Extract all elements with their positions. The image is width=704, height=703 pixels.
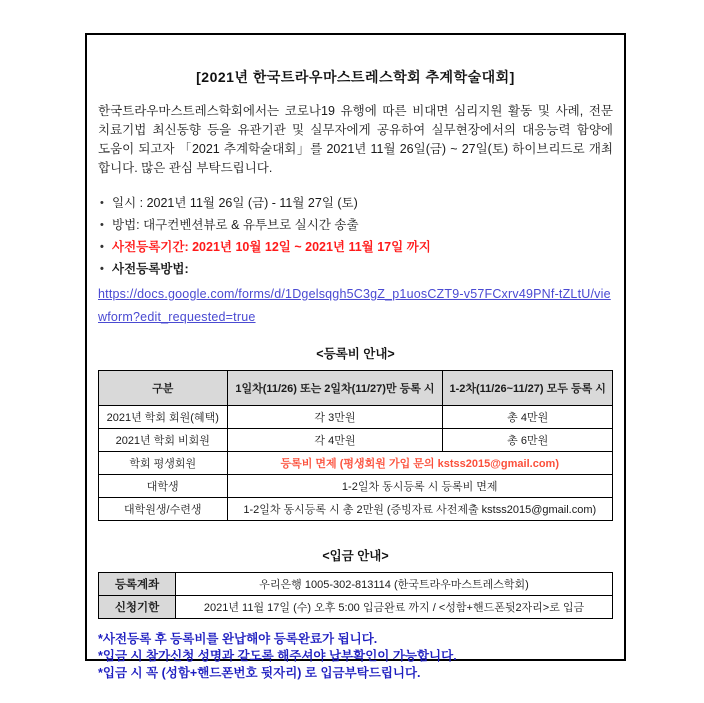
info-bullet-list (98, 192, 613, 280)
fee-row-nonmember-single: 각 4만원 (227, 429, 443, 452)
table-row (99, 498, 613, 521)
payment-table (98, 572, 613, 619)
bullet-item-registration-method: • 사전등록방법: (98, 258, 613, 280)
payment-table-heading: <입금 안내> (322, 549, 389, 563)
fee-header-category: 구분 (99, 371, 228, 406)
bullet-item-date: • 일시 : 2021년 11월 26일 (금) - 11월 27일 (토) (98, 192, 613, 214)
fee-row-member-type: 2021년 학회 회원(혜택) (99, 406, 228, 429)
fee-header-both-days: 1-2차(11/26~11/27) 모두 등록 시 (443, 371, 613, 406)
payment-deadline-label: 신청기한 (99, 596, 176, 619)
note-matching-name: *입금 시 참가신청 성명과 같도록 해주셔야 납부확인이 가능합니다. (98, 649, 457, 663)
payment-account-label: 등록계좌 (99, 573, 176, 596)
fee-row-nonmember-type: 2021년 학회 비회원 (99, 429, 228, 452)
footer-notes (98, 631, 613, 682)
table-row (99, 573, 613, 596)
intro-paragraph: 한국트라우마스트레스학회에서는 코로나19 유행에 따른 비대면 심리지원 활동 및 사례, 전문 치료기법 최신동향 등을 유관기관 및 실무자에게 공유하여 실무현장에서의 대응능력 함양에 도움이 되고자 「2021 추계학술대회」를 2021년 11월 26일(금) ~ 27일(토) 하이브리드로 개최 합니다. 많은 관심 부탁드립니다. (98, 104, 613, 175)
note-deposit-format: *입금 시 꼭 (성함+핸드폰번호 뒷자리) 로 입금부탁드립니다. (98, 666, 421, 680)
payment-deadline-value: 2021년 11월 17일 (수) 오후 5:00 입금완료 까지 / <성함+핸드폰뒷2자리>로 입금 (176, 596, 613, 619)
table-row (99, 452, 613, 475)
fee-row-undergrad-detail: 1-2일차 동시등록 시 등록비 면제 (227, 475, 613, 498)
table-row (99, 596, 613, 619)
fee-table-heading: <등록비 안내> (316, 347, 395, 361)
table-row (99, 475, 613, 498)
payment-account-value: 우리은행 1005-302-813114 (한국트라우마스트레스학회) (176, 573, 613, 596)
page-title: [2021년 한국트라우마스트레스학회 추계학술대회] (196, 69, 515, 85)
fee-row-grad-type: 대학원생/수련생 (99, 498, 228, 521)
fee-table (98, 370, 613, 521)
fee-header-single-day: 1일차(11/26) 또는 2일차(11/27)만 등록 시 (227, 371, 443, 406)
fee-table-header-row (99, 371, 613, 406)
fee-row-lifetime-detail: 등록비 면제 (평생회원 가입 문의 kstss2015@gmail.com) (227, 452, 613, 475)
announcement-document (85, 33, 626, 680)
fee-row-member-single: 각 3만원 (227, 406, 443, 429)
bullet-item-registration-period: • 사전등록기간: 2021년 10월 12일 ~ 2021년 11월 17일 까지 (98, 236, 613, 258)
fee-row-member-both: 총 4만원 (443, 406, 613, 429)
fee-row-nonmember-both: 총 6만원 (443, 429, 613, 452)
table-row (99, 406, 613, 429)
fee-row-undergrad-type: 대학생 (99, 475, 228, 498)
registration-form-link[interactable]: https://docs.google.com/forms/d/1Dgelsqgh5C3gZ_p1uosCZT9-v57FCxrv49PNf-tZLtU/viewform?edit_requested=true (98, 287, 611, 324)
fee-row-grad-detail: 1-2일차 동시등록 시 총 2만원 (증빙자료 사전제출 kstss2015@gmail.com) (227, 498, 613, 521)
bullet-item-method: • 방법: 대구컨벤션뷰로 & 유투브로 실시간 송출 (98, 214, 613, 236)
note-complete-registration: *사전등록 후 등록비를 완납해야 등록완료가 됩니다. (98, 632, 378, 646)
table-row (99, 429, 613, 452)
fee-row-lifetime-type: 학회 평생회원 (99, 452, 228, 475)
